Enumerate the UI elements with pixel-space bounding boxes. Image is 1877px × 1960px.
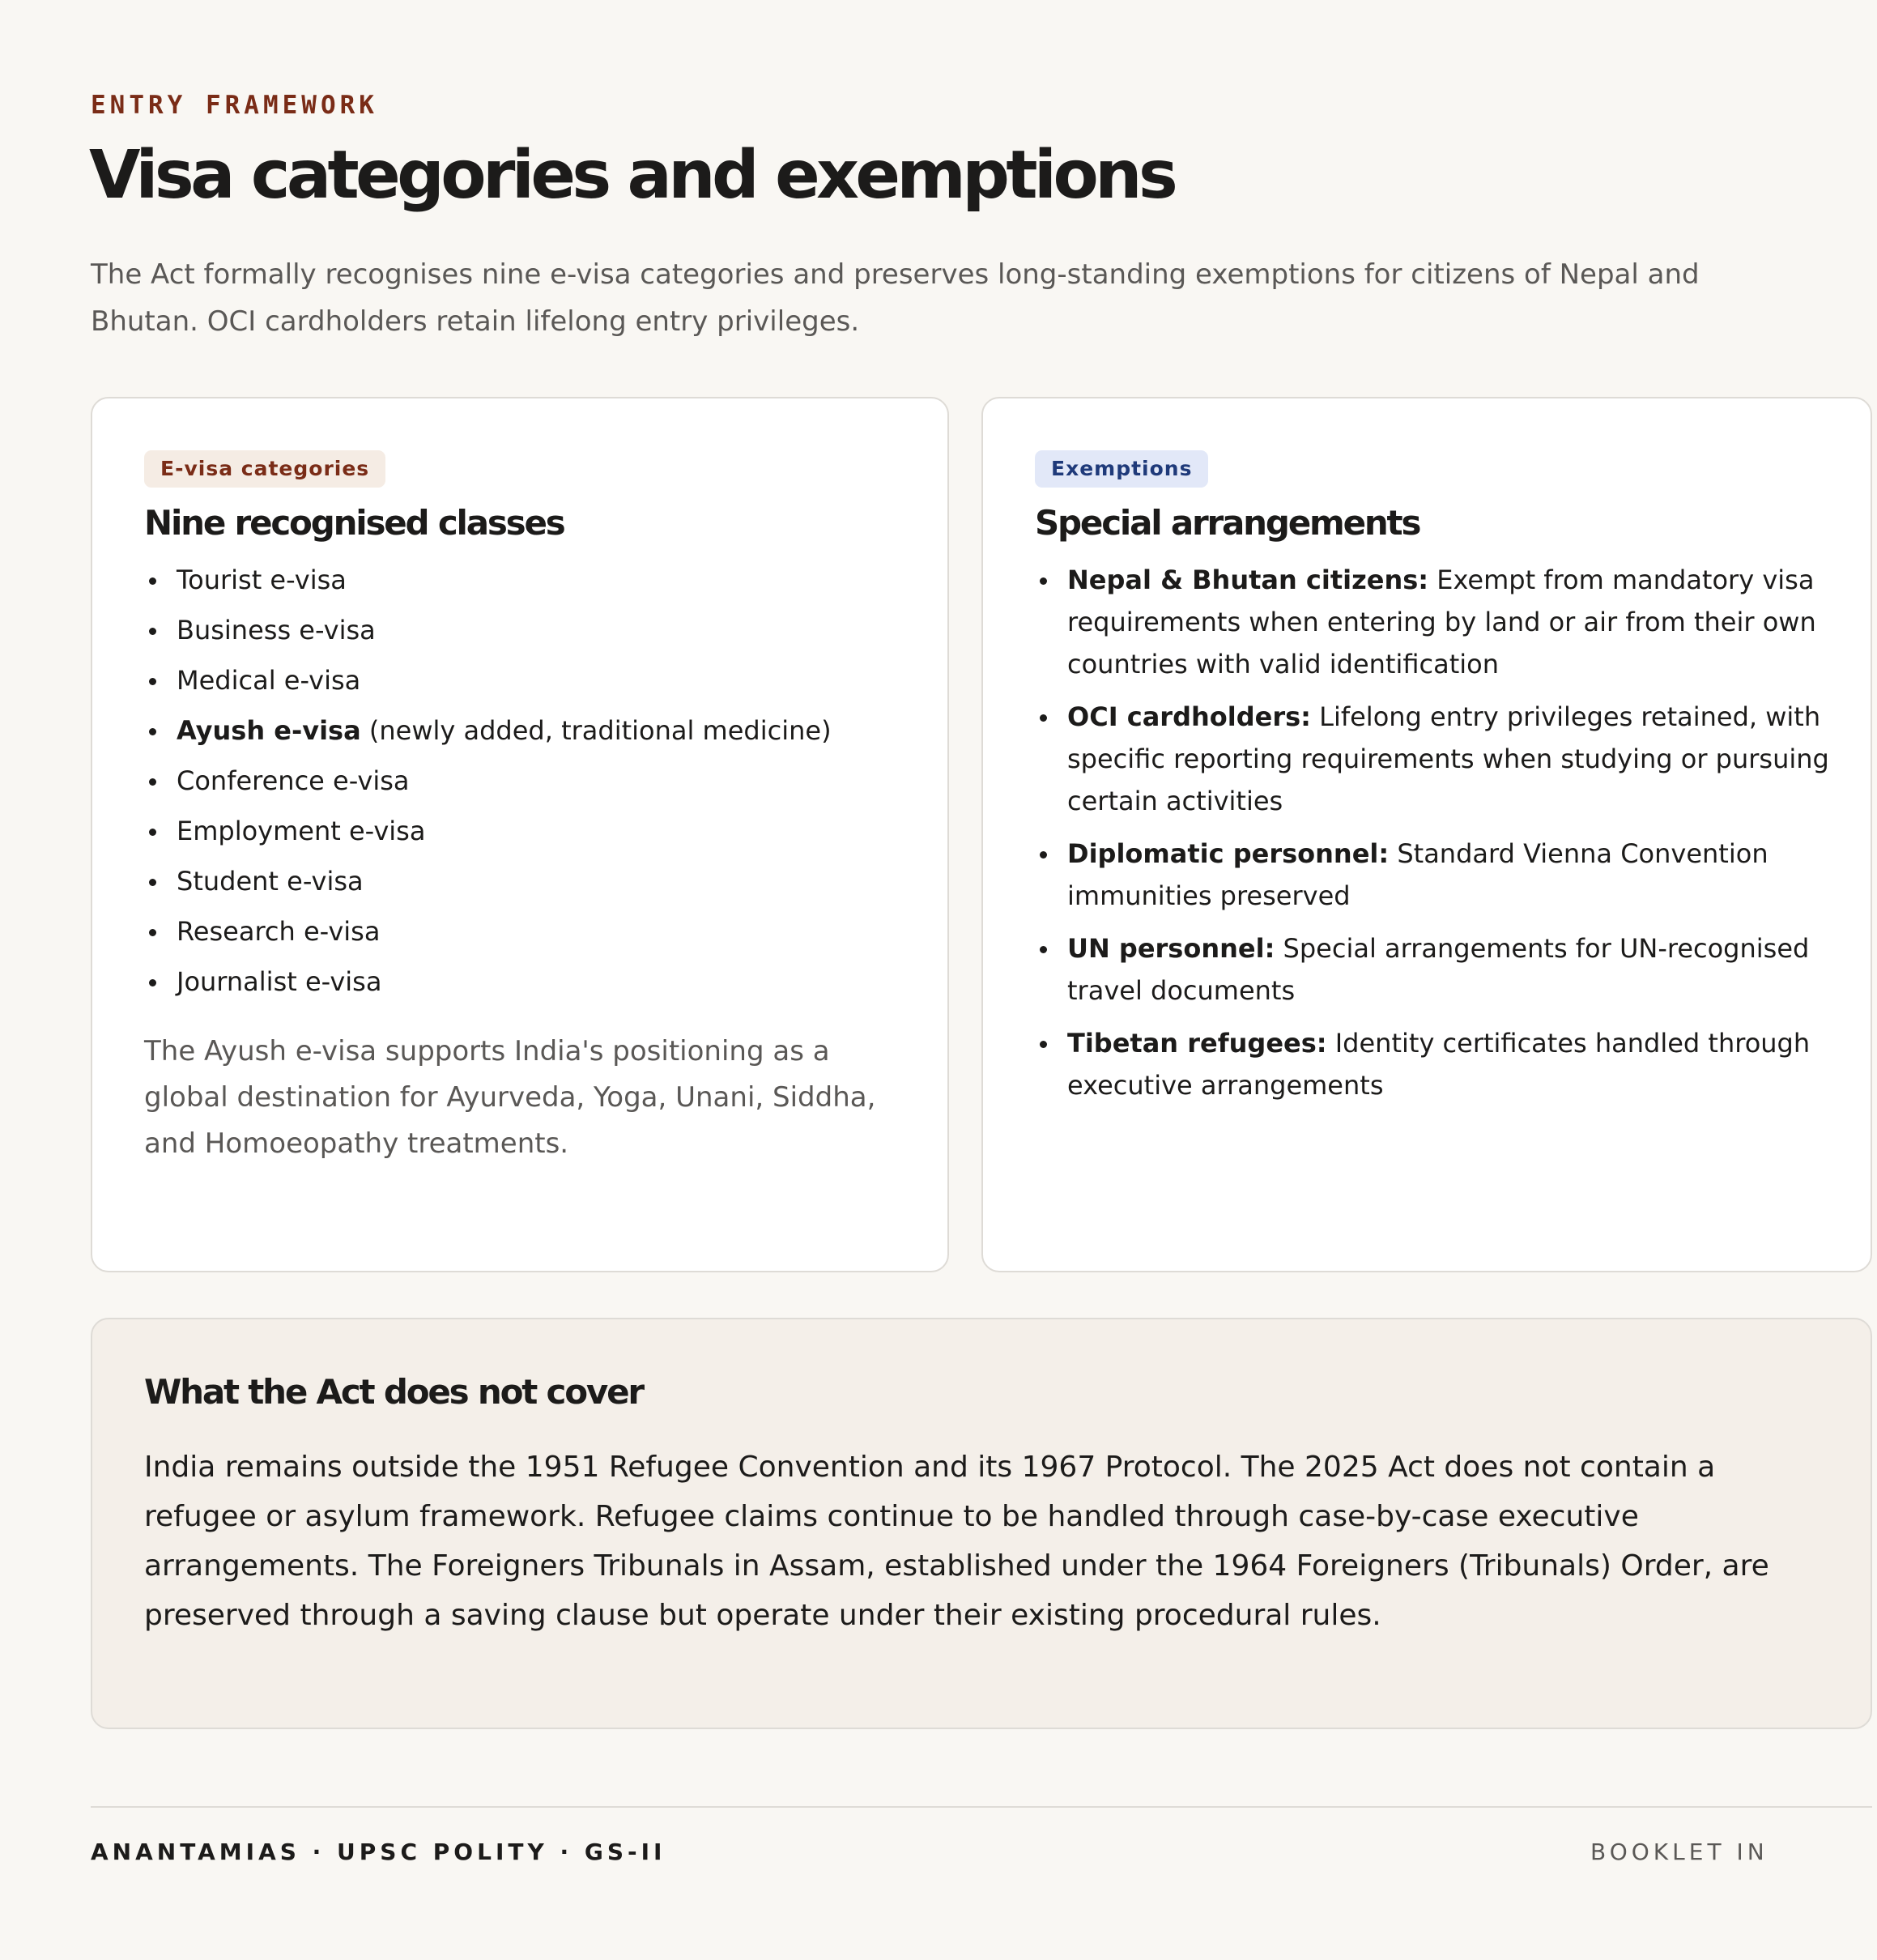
evisa-label: Ayush e-visa	[177, 715, 361, 746]
exemption-term: OCI cardholders:	[1067, 701, 1311, 732]
exemption-term: Nepal & Bhutan citizens:	[1067, 565, 1429, 595]
exemption-text: Standard Vienna Convention immunities preserved	[1067, 838, 1768, 911]
evisa-label: Business e-visa	[177, 615, 376, 646]
list-item	[177, 659, 947, 701]
exemptions-card	[981, 397, 1872, 1272]
list-item	[177, 559, 947, 601]
evisa-categories-card	[91, 397, 949, 1272]
footer-divider	[91, 1806, 1872, 1808]
exemptions-card-content	[1035, 450, 1871, 1117]
evisa-label: Medical e-visa	[177, 665, 361, 696]
page-lede: The Act formally recognises nine e-visa categories and preserves long-standing exemptions for citizens of Nepal and Bhutan. OCI cardholders retain lifelong entry privileges.	[91, 258, 1700, 338]
section-kicker: ENTRY FRAMEWORK	[91, 91, 378, 120]
exemption-text: Identity certificates handled through executive arrangements	[1067, 1028, 1811, 1101]
list-item	[1067, 559, 1877, 685]
list-item	[177, 609, 947, 651]
exemption-text: Special arrangements for UN-recognised travel documents	[1067, 933, 1810, 1006]
not-covered-panel	[91, 1318, 1872, 1729]
list-item	[1067, 833, 1877, 917]
list-item	[177, 760, 947, 802]
exemption-text: Lifelong entry privileges retained, with specific reporting requirements when studying or pursuing certain activities	[1067, 701, 1829, 816]
list-item	[177, 709, 947, 752]
list-item	[1067, 696, 1877, 822]
evisa-card-title: Nine recognised classes	[144, 503, 564, 543]
exemptions-card-title: Special arrangements	[1035, 503, 1420, 543]
list-item	[1067, 1022, 1877, 1106]
evisa-detail: (newly added, traditional medicine)	[368, 715, 832, 746]
exemption-term: Tibetan refugees:	[1067, 1028, 1327, 1059]
not-covered-body: India remains outside the 1951 Refugee Convention and its 1967 Protocol. The 2025 Act does not contain a refugee or asylum framework. Refugee claims continue to be handled through case-by-case executive arrangements. The Foreigners Tribunals in Assam, established under the 1964 Foreigners (Tribunals) Order, are preserved through a saving clause but operate under their existing procedural rules.	[144, 1451, 1769, 1632]
list-item	[177, 810, 947, 852]
exemptions-badge: Exemptions	[1035, 450, 1208, 488]
list-item	[177, 910, 947, 952]
footer-booklet-label: BOOKLET IN	[1590, 1839, 1768, 1865]
evisa-card-content	[144, 450, 947, 1167]
list-item	[1067, 927, 1877, 1012]
exemption-term: Diplomatic personnel:	[1067, 838, 1390, 869]
evisa-label: Research e-visa	[177, 916, 381, 947]
not-covered-content	[144, 1368, 1796, 1640]
evisa-label: Student e-visa	[177, 866, 364, 897]
evisa-list	[144, 559, 947, 1003]
evisa-label: Tourist e-visa	[177, 565, 347, 595]
exemption-text: Exempt from mandatory visa requirements when entering by land or air from their own countries with valid identification	[1067, 565, 1816, 680]
evisa-label: Journalist e-visa	[177, 966, 382, 997]
evisa-label: Conference e-visa	[177, 765, 410, 796]
evisa-note: The Ayush e-visa supports India's positioning as a global destination for Ayurveda, Yoga, Unani, Siddha, and Homoeopathy treatments.	[144, 1035, 876, 1160]
exemption-term: UN personnel:	[1067, 933, 1275, 964]
list-item	[177, 961, 947, 1003]
page-title: Visa categories and exemptions	[89, 137, 1175, 214]
list-item	[177, 860, 947, 902]
evisa-label: Employment e-visa	[177, 816, 426, 846]
exemptions-list	[1035, 559, 1871, 1106]
evisa-badge: E-visa categories	[144, 450, 385, 488]
footer-brand: ANANTAMIAS · UPSC POLITY · GS-II	[91, 1839, 666, 1865]
not-covered-title: What the Act does not cover	[144, 1372, 643, 1412]
